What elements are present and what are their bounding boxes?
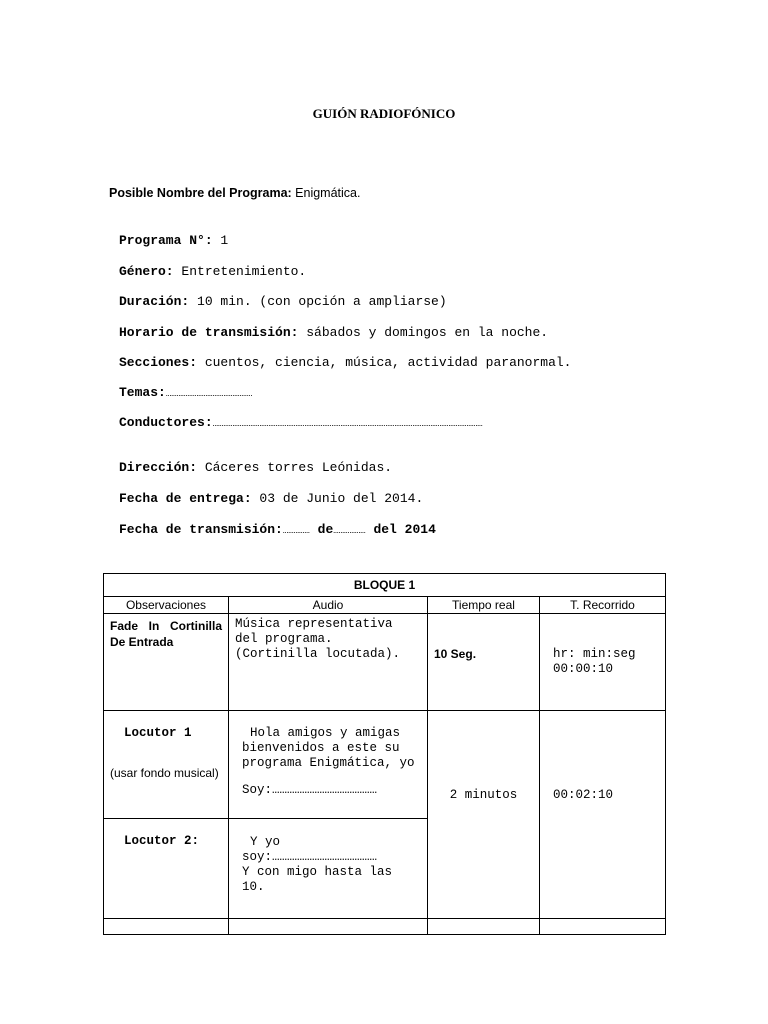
field-label: Duración: (119, 294, 190, 309)
field-value: Entretenimiento. (173, 264, 307, 279)
audio-text: Música representativa del programa. (Cortinilla locutada). (235, 617, 401, 661)
elapsed-time (546, 647, 659, 677)
field-direccion (119, 460, 392, 475)
field-label: Secciones: (119, 355, 198, 370)
field-label: Género: (119, 264, 174, 279)
table-row-empty (104, 919, 666, 935)
field-value: sábados y domingos en la noche. (298, 325, 549, 340)
real-time-cell (428, 711, 540, 919)
audio-line: Y yo (250, 835, 281, 849)
program-name-label: Posible Nombre del Programa: (109, 186, 292, 200)
real-time-value: 10 Seg. (434, 647, 477, 661)
field-label: Programa N°: (119, 233, 213, 248)
column-header: Audio (229, 597, 428, 614)
elapsed-time-cell (540, 614, 666, 711)
field-blank: …………… (282, 526, 310, 536)
program-name-line (109, 186, 360, 200)
table-row (104, 711, 666, 819)
column-header: Tiempo real (428, 597, 540, 614)
field-value: 1 (212, 233, 229, 248)
real-time-value: 2 minutos (449, 787, 518, 802)
field-value: Cáceres torres Leónidas. (197, 460, 393, 475)
empty-cell (104, 919, 229, 935)
field-programa-numero (119, 233, 228, 248)
field-label: Fecha de entrega: (119, 491, 252, 506)
audio-text: Soy:…………………………………… (242, 783, 378, 797)
empty-cell (428, 919, 540, 935)
audio-cell (229, 711, 428, 819)
observation-note: (usar fondo musical) (110, 766, 219, 780)
field-label: Conductores: (119, 415, 213, 430)
observation-text: Fade In Cortinilla De Entrada (110, 619, 222, 649)
audio-text: Hola amigos y amigas bienvenidos a este su programa Enigmática, yo (242, 726, 415, 770)
script-table (103, 573, 666, 935)
audio-cell (229, 614, 428, 711)
empty-cell (229, 919, 428, 935)
elapsed-value: 00:00:10 (553, 662, 614, 676)
speaker-label: Locutor 2: (124, 834, 200, 848)
field-value: 03 de Junio del 2014. (251, 491, 424, 506)
real-time-cell (428, 614, 540, 711)
field-horario (119, 325, 548, 340)
field-value: cuentos, ciencia, música, actividad paranormal. (197, 355, 572, 370)
observation-cell (104, 711, 229, 819)
program-name-value: Enigmática. (291, 186, 361, 200)
field-blank: ……………… (333, 526, 366, 536)
field-genero (119, 264, 306, 279)
field-label: Dirección: (119, 460, 198, 475)
field-fecha-entrega (119, 491, 423, 506)
observation-cell (104, 614, 229, 711)
audio-text (235, 835, 421, 895)
block-title: BLOQUE 1 (104, 574, 666, 597)
field-secciones (119, 355, 571, 370)
field-temas (119, 385, 252, 400)
field-label: Fecha de transmisión: (119, 522, 283, 537)
column-header: T. Recorrido (540, 597, 666, 614)
field-label: Temas: (119, 385, 166, 400)
elapsed-label: hr: min:seg (553, 647, 636, 661)
elapsed-value: 00:02:10 (553, 787, 614, 802)
column-header: Observaciones (104, 597, 229, 614)
field-duracion (119, 294, 447, 309)
field-blank: …………………………………………………………………………………………………………………………………… (212, 419, 483, 429)
field-value: 10 min. (con opción a ampliarse) (189, 294, 447, 309)
field-conductores (119, 415, 483, 430)
audio-line: Y con migo hasta las 10. (242, 865, 393, 894)
table-row (104, 614, 666, 711)
audio-line: soy:…………………………………… (242, 850, 378, 864)
audio-cell (229, 819, 428, 919)
elapsed-time-cell (540, 711, 666, 919)
field-label: del 2014 (365, 522, 436, 537)
field-fecha-transmision (119, 522, 436, 537)
field-label: de (309, 522, 334, 537)
observation-cell (104, 819, 229, 919)
field-blank: ………………………………………… (165, 389, 253, 399)
speaker-label: Locutor 1 (124, 726, 192, 740)
document-title: GUIÓN RADIOFÓNICO (312, 106, 456, 121)
field-label: Horario de transmisión: (119, 325, 299, 340)
empty-cell (540, 919, 666, 935)
